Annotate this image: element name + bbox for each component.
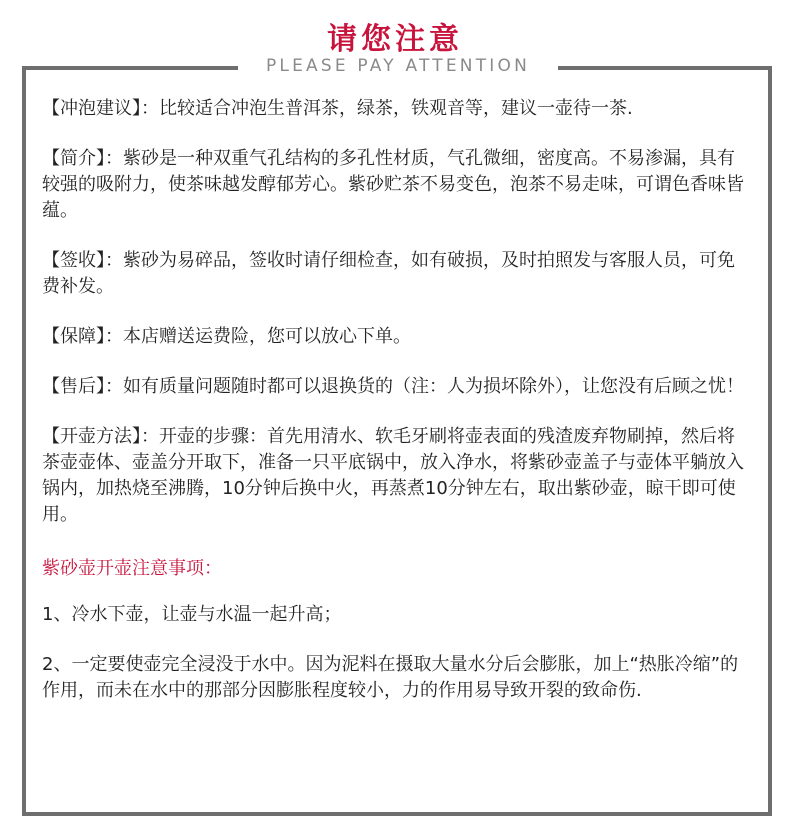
notice-item-2: 2、一定要使壶完全浸没于水中。因为泥料在摄取大量水分后会膨胀，加上“热胀冷缩”的作用，而未在水中的那部分因膨胀程度较小，力的作用易导致开裂的致命伤. [42, 654, 739, 701]
notice-heading: 紫砂壶开壶注意事项： [42, 558, 222, 579]
section-introduction: 【简介】：紫砂是一种双重气孔结构的多孔性材质，气孔微细，密度高。不易渗漏，具有较强的吸附力，使茶味越发醇郁芳心。紫砂贮茶不易变色，泡茶不易走味，可谓色香味皆蕴。 [42, 148, 744, 221]
section-after-sales: 【售后】：如有质量问题随时都可以退换货的（注：人为损坏除外），让您没有后顾之忧！ [42, 376, 744, 397]
section-brewing-advice: 【冲泡建议】：比较适合冲泡生普洱茶，绿茶，铁观音等，建议一壶待一茶. [42, 98, 633, 119]
section-receipt: 【签收】：紫砂为易碎品，签收时请仔细检查，如有破损，及时拍照发与客服人员，可免费补发。 [42, 250, 735, 297]
notice-item-1: 1、冷水下壶，让壶与水温一起升高； [42, 604, 342, 625]
page-subtitle: PLEASE PAY ATTENTION [265, 56, 531, 76]
page-title: 请您注意 [327, 22, 463, 57]
section-opening-method: 【开壶方法】：开壶的步骤：首先用清水、软毛牙刷将壶表面的残渣废弃物刷掉，然后将茶壶壶体、壶盖分开取下，准备一只平底锅中，放入净水，将紫砂壶盖子与壶体平躺放入锅内，加热烧至沸腾，10分钟后换中火，再蒸煮10分钟左右，取出紫砂壶，晾干即可使用。 [42, 426, 744, 525]
content-body [42, 96, 747, 728]
section-guarantee: 【保障】：本店赠送运费险，您可以放心下单。 [42, 326, 411, 347]
